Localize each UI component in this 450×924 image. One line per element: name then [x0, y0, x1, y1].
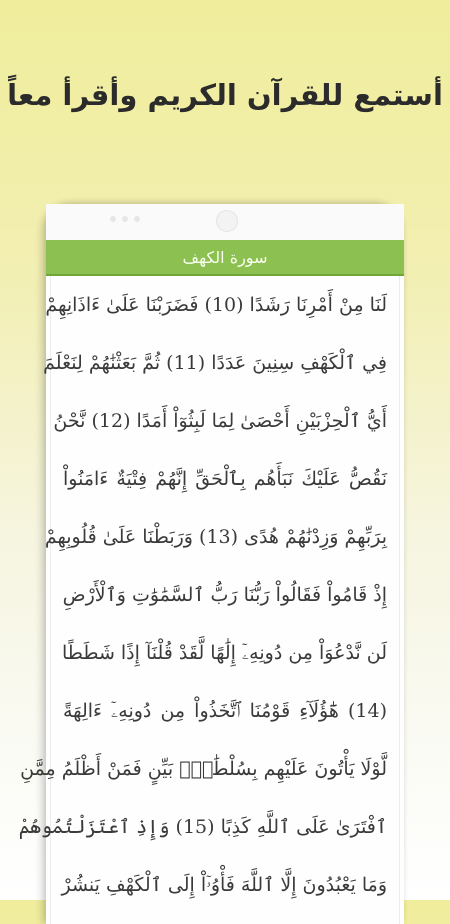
verse-line[interactable]: لَن نَّدْعُوَاْ مِن دُونِهِۦٓ إِلَٰهًا لَّقَدْ قُلْنَآ إِذًا شَطَطًا [61, 642, 387, 664]
verse-line[interactable]: (14) هَٰٓؤُلَآءِ قَوْمُنَا ٱتَّخَذُواْ مِن دُونِهِۦٓ ءَالِهَةً [63, 700, 387, 722]
surah-title: سورة الكهف [182, 247, 268, 267]
verse-line[interactable]: نَقُصُّ عَلَيْكَ نَبَأَهُم بِٱلْحَقِّ إِنَّهُمْ فِتْيَةٌ ءَامَنُواْ [63, 468, 387, 490]
camera-icon [216, 210, 238, 232]
phone-frame [18, 204, 404, 924]
status-dot [134, 216, 140, 222]
app-toolbar [46, 240, 404, 276]
status-dot [110, 216, 116, 222]
verse-line[interactable]: ٱفْتَرَىٰ عَلَى ٱللَّهِ كَذِبًا (15) وَإِذِ ٱعْتَزَلْتُمُوهُمْ [18, 816, 387, 838]
verse-line[interactable]: بِرَبِّهِمْ وَزِدْنَٰهُمْ هُدًى (13) وَرَبَطْنَا عَلَىٰ قُلُوبِهِمْ [44, 526, 387, 548]
verse-line[interactable]: فِي ٱلْكَهْفِ سِنِينَ عَدَدًا (11) ثُمَّ بَعَثْنَٰهُمْ لِنَعْلَمَ [43, 352, 387, 374]
status-bar [46, 204, 404, 240]
verse-line[interactable]: أَيُّ ٱلْحِزْبَيْنِ أَحْصَىٰ لِمَا لَبِثُوٓاْ أَمَدًا (12) نَّحْنُ [53, 410, 387, 432]
verse-line[interactable]: لَنَا مِنْ أَمْرِنَا رَشَدًا (10) فَضَرَبْنَا عَلَىٰ ءَاذَانِهِمْ [45, 294, 387, 316]
promo-headline: أستمع للقرآن الكريم وأقرأ معاً [7, 78, 443, 112]
status-dot [122, 216, 128, 222]
verse-line[interactable]: وَمَا يَعْبُدُونَ إِلَّا ٱللَّهَ فَأْوُۥٓاْ إِلَى ٱلْكَهْفِ يَنشُرْ [61, 874, 387, 896]
verse-line[interactable]: لَّوْلَا يَأْتُونَ عَلَيْهِم بِسُلْطَٰنٍۭ بَيِّنٍ فَمَنْ أَظْلَمُ مِمَّنِ [20, 758, 387, 780]
verse-line[interactable]: إِذْ قَامُواْ فَقَالُواْ رَبُّنَا رَبُّ ٱلسَّمَٰوَٰتِ وَٱلْأَرْضِ [62, 584, 387, 606]
mushaf-page[interactable] [18, 276, 400, 924]
